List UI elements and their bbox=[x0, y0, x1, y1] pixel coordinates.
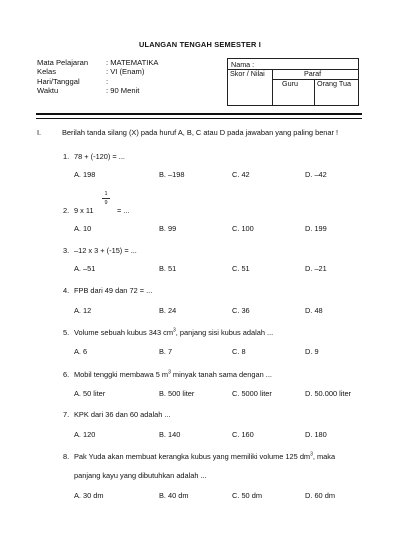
superscript: 3 bbox=[310, 451, 313, 458]
question-text-line2: panjang kayu yang dibutuhkan adalah ... bbox=[74, 471, 207, 480]
name-field-label: Nama : bbox=[231, 60, 255, 69]
option-b: B. 140 bbox=[159, 430, 181, 439]
option-a: A. 6 bbox=[74, 347, 88, 356]
option-c: C. 36 bbox=[232, 306, 250, 315]
option-d: D. 48 bbox=[305, 306, 323, 315]
divider-thick bbox=[36, 113, 362, 115]
question-text: 78 + (-120) = ... bbox=[74, 152, 125, 161]
info-value-time: : 90 Menit bbox=[106, 86, 140, 95]
question-text-end: = ... bbox=[117, 206, 130, 215]
option-c: C. 5000 liter bbox=[232, 389, 272, 398]
question-number: 1. bbox=[63, 152, 70, 161]
section-instruction: Berilah tanda silang (X) pada huruf A, B, C atau D pada jawaban yang paling benar ! bbox=[62, 128, 339, 137]
superscript: 3 bbox=[168, 369, 171, 376]
question-number: 2. bbox=[63, 206, 70, 215]
question-text-end: , maka bbox=[312, 452, 336, 461]
option-c: C. 100 bbox=[232, 224, 254, 233]
option-b: B. –198 bbox=[159, 170, 185, 179]
option-c: C. 8 bbox=[232, 347, 246, 356]
question-text bbox=[74, 370, 272, 379]
fraction-denominator: 9 bbox=[104, 200, 108, 206]
question-number: 3. bbox=[63, 246, 70, 255]
option-a: A. –51 bbox=[74, 264, 96, 273]
option-b: B. 500 liter bbox=[159, 389, 195, 398]
option-b: B. 99 bbox=[159, 224, 177, 233]
question-number: 8. bbox=[63, 452, 70, 461]
option-c: C. 51 bbox=[232, 264, 250, 273]
fraction bbox=[101, 191, 111, 206]
option-a: A. 12 bbox=[74, 306, 92, 315]
question-text bbox=[74, 328, 273, 337]
question-text-start: Pak Yuda akan membuat kerangka kubus yang memiliki volume 125 dm bbox=[74, 452, 311, 461]
option-a: A. 30 dm bbox=[74, 491, 104, 500]
question-text-start: Mobil tenggki membawa 5 m bbox=[74, 370, 169, 379]
fraction-numerator: 1 bbox=[104, 191, 108, 197]
info-value-class: : VI (Enam) bbox=[106, 67, 145, 76]
option-d: D. 180 bbox=[305, 430, 327, 439]
superscript: 3 bbox=[173, 327, 176, 334]
question-text bbox=[74, 452, 335, 461]
option-a: A. 10 bbox=[74, 224, 92, 233]
info-label-time: Waktu bbox=[37, 86, 59, 95]
question-number: 4. bbox=[63, 286, 70, 295]
parent-label: Orang Tua bbox=[317, 79, 351, 88]
question-text: KPK dari 36 dan 60 adalah ... bbox=[74, 410, 171, 419]
info-label-subject: Mata Pelajaran bbox=[37, 58, 89, 67]
option-a: A. 198 bbox=[74, 170, 96, 179]
question-number: 5. bbox=[63, 328, 70, 337]
option-a: A. 50 liter bbox=[74, 389, 106, 398]
teacher-label: Guru bbox=[282, 79, 298, 88]
option-d: D. 9 bbox=[305, 347, 319, 356]
question-text-start: Volume sebuah kubus 343 cm bbox=[74, 328, 174, 337]
option-d: D. –21 bbox=[305, 264, 327, 273]
question-text: FPB dari 49 dan 72 = ... bbox=[74, 286, 153, 295]
question-text-end: minyak tanah sama dengan ... bbox=[170, 370, 272, 379]
option-b: B. 40 dm bbox=[159, 491, 189, 500]
score-label: Skor / Nilai bbox=[230, 69, 265, 78]
question-number: 6. bbox=[63, 370, 70, 379]
info-label-class: Kelas bbox=[37, 67, 56, 76]
option-d: D. –42 bbox=[305, 170, 327, 179]
signature-label: Paraf bbox=[304, 69, 322, 78]
option-d: D. 50.000 liter bbox=[305, 389, 352, 398]
info-label-date: Hari/Tanggal bbox=[37, 77, 80, 86]
option-b: B. 51 bbox=[159, 264, 177, 273]
page-title: ULANGAN TENGAH SEMESTER I bbox=[138, 40, 262, 49]
question-number: 7. bbox=[63, 410, 70, 419]
option-b: B. 7 bbox=[159, 347, 173, 356]
info-value-date: : bbox=[106, 77, 109, 86]
info-value-subject: : MATEMATIKA bbox=[106, 58, 159, 67]
question-text-end: , panjang sisi kubus adalah ... bbox=[175, 328, 274, 337]
option-d: D. 199 bbox=[305, 224, 327, 233]
question-text: 9 x 11 bbox=[74, 206, 94, 215]
option-c: C. 50 dm bbox=[232, 491, 262, 500]
option-b: B. 24 bbox=[159, 306, 177, 315]
section-number: I. bbox=[37, 128, 42, 137]
option-c: C. 160 bbox=[232, 430, 254, 439]
option-c: C. 42 bbox=[232, 170, 250, 179]
question-text: –12 x 3 + (-15) = ... bbox=[74, 246, 137, 255]
score-box bbox=[227, 58, 359, 106]
option-a: A. 120 bbox=[74, 430, 96, 439]
divider-thin bbox=[36, 118, 362, 119]
option-d: D. 60 dm bbox=[305, 491, 335, 500]
